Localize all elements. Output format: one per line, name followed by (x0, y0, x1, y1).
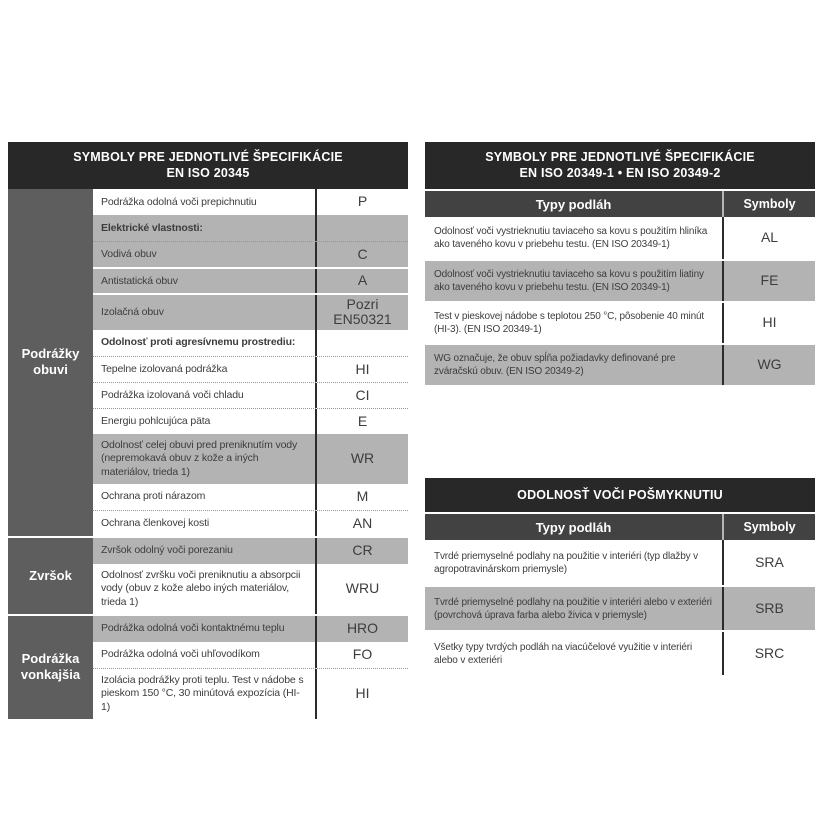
spec-description: Tepelne izolovaná podrážka (101, 362, 228, 375)
table-row (93, 267, 408, 293)
table-row (93, 616, 408, 642)
spec-description: Odolnosť zvršku voči preniknutiu a absorpcii vody (obuv z kože alebo iných materiálov, trieda 1) (101, 568, 301, 608)
spec-description: Všetky typy tvrdých podláh na viacúčelové využitie v interiéri alebo v exteriéri (434, 641, 693, 666)
table-row (93, 484, 408, 510)
spec-symbol: AL (722, 217, 815, 259)
section-rows (93, 538, 408, 614)
section-rows (93, 616, 408, 719)
en-iso-20345-table (8, 142, 408, 719)
table-row (93, 189, 408, 215)
spec-symbol: HI (722, 303, 815, 343)
spec-description: Odolnosť proti agresívnemu prostrediu: (101, 336, 296, 349)
column-header-symbols: Symboly (722, 514, 815, 540)
spec-symbol: CR (315, 538, 408, 564)
table-row (93, 642, 408, 668)
table-row (425, 301, 815, 343)
spec-description: Antistatická obuv (101, 274, 178, 287)
spec-description: Odolnosť celej obuvi pred preniknutím vody (nepremokavá obuv z kože a iných materiálov, trieda 1) (101, 438, 298, 479)
spec-symbol (315, 330, 408, 356)
spec-symbol (315, 215, 408, 241)
table-row (425, 630, 815, 675)
table-row (93, 434, 408, 484)
section-label: Podrážky obuvi (8, 189, 93, 536)
spec-description: Tvrdé priemyselné podlahy na použitie v interiéri (typ dlažby v agropotravinárskom priemysle) (434, 550, 699, 575)
spec-description: Ochrana členkovej kosti (101, 516, 210, 529)
table-row (425, 343, 815, 385)
spec-description: Elektrické vlastnosti: (101, 221, 203, 234)
spec-symbol: WR (315, 434, 408, 484)
column-header-row (425, 512, 815, 540)
table-row (93, 356, 408, 382)
table-section (8, 614, 408, 719)
en-iso-20349-rows (425, 217, 815, 385)
table-row (425, 217, 815, 259)
table-section (8, 189, 408, 536)
spec-symbol: WG (722, 345, 815, 385)
spec-description: Test v pieskovej nádobe s teplotou 250 °C, pôsobenie 40 minút (HI-3). (EN ISO 20349-1) (434, 311, 705, 335)
spec-symbol: AN (315, 511, 408, 536)
spec-symbol: WRU (315, 564, 408, 614)
spec-symbol: SRC (722, 632, 815, 675)
spec-description: Zvršok odolný voči porezaniu (101, 544, 233, 557)
spec-description: Odolnosť voči vystrieknutiu taviaceho sa kovu s použitím hliníka ako taveného kovu v priebehu testu. (EN ISO 20349-1) (434, 226, 708, 250)
spec-description: Odolnosť voči vystrieknutiu taviaceho sa kovu s použitím liatiny ako taveného kovu v priebehu testu. (EN ISO 20349-1) (434, 269, 704, 293)
spec-symbol: FO (315, 642, 408, 668)
spec-description: Podrážka odolná voči kontaktnému teplu (101, 622, 285, 635)
spec-symbol: Pozri EN50321 (315, 295, 408, 330)
table-row (93, 510, 408, 536)
table-title-line1: SYMBOLY PRE JEDNOTLIVÉ ŠPECIFIKÁCIE (73, 150, 343, 164)
spec-description: Podrážka odolná voči uhľovodíkom (101, 648, 260, 661)
section-label: Zvršok (8, 538, 93, 614)
spec-symbol: SRB (722, 587, 815, 630)
spec-description: Izolačná obuv (101, 306, 164, 319)
table-title-line1: SYMBOLY PRE JEDNOTLIVÉ ŠPECIFIKÁCIE (485, 150, 755, 164)
table-title-line2: EN ISO 20345 (166, 166, 250, 180)
table-row (425, 585, 815, 630)
spec-symbol: E (315, 409, 408, 434)
en-iso-20345-body (8, 189, 408, 719)
spec-description: Energiu pohlcujúca päta (101, 414, 211, 427)
spec-description: Tvrdé priemyselné podlahy na použitie v interiéri alebo v exteriéri (povrchová úprava farba alebo živica v priemysle) (434, 596, 712, 621)
spec-symbol: FE (722, 261, 815, 301)
table-row (93, 564, 408, 614)
spec-symbol: HI (315, 357, 408, 382)
spec-symbol: P (315, 189, 408, 215)
table-row (93, 668, 408, 719)
spec-description: Podrážka izolovaná voči chladu (101, 388, 244, 401)
column-header-floor-types: Typy podláh (535, 196, 612, 212)
spec-description: WG označuje, že obuv spĺňa požiadavky definované pre zváračskú obuv. (EN ISO 20349-2) (434, 353, 676, 377)
spec-description: Ochrana proti nárazom (101, 490, 206, 503)
spec-description: Podrážka odolná voči prepichnutiu (101, 195, 257, 208)
table-row (93, 382, 408, 408)
column-header-row (425, 189, 815, 217)
spec-symbol: M (315, 484, 408, 510)
column-header-floor-types: Typy podláh (535, 519, 612, 535)
table-row (93, 538, 408, 564)
spec-description: Vodivá obuv (101, 248, 157, 261)
spec-description: Izolácia podrážky proti teplu. Test v nádobe s pieskom 150 °C, 30 minútová expozícia (HI-1) (101, 673, 304, 713)
table-row (425, 259, 815, 301)
table-title (425, 142, 815, 189)
table-title-line2: EN ISO 20349-1 • EN ISO 20349-2 (519, 166, 721, 180)
table-section (8, 536, 408, 614)
column-header-symbols: Symboly (722, 191, 815, 217)
table-row (93, 241, 408, 267)
spec-symbol: SRA (722, 540, 815, 585)
table-row (93, 330, 408, 356)
section-rows (93, 189, 408, 536)
spec-symbol: C (315, 242, 408, 267)
en-iso-20349-table (425, 142, 815, 385)
table-row (93, 215, 408, 241)
spec-symbol: CI (315, 383, 408, 408)
table-row (93, 293, 408, 330)
spec-symbol: A (315, 269, 408, 293)
section-label: Podrážka vonkajšia (8, 616, 93, 719)
spec-symbol: HRO (315, 616, 408, 642)
table-row (93, 408, 408, 434)
table-title: ODOLNOSŤ VOČI POŠMYKNUTIU (425, 478, 815, 512)
spec-symbol: HI (315, 669, 408, 719)
table-title (8, 142, 408, 189)
slip-resistance-rows (425, 540, 815, 675)
slip-resistance-table (425, 478, 815, 675)
table-row (425, 540, 815, 585)
